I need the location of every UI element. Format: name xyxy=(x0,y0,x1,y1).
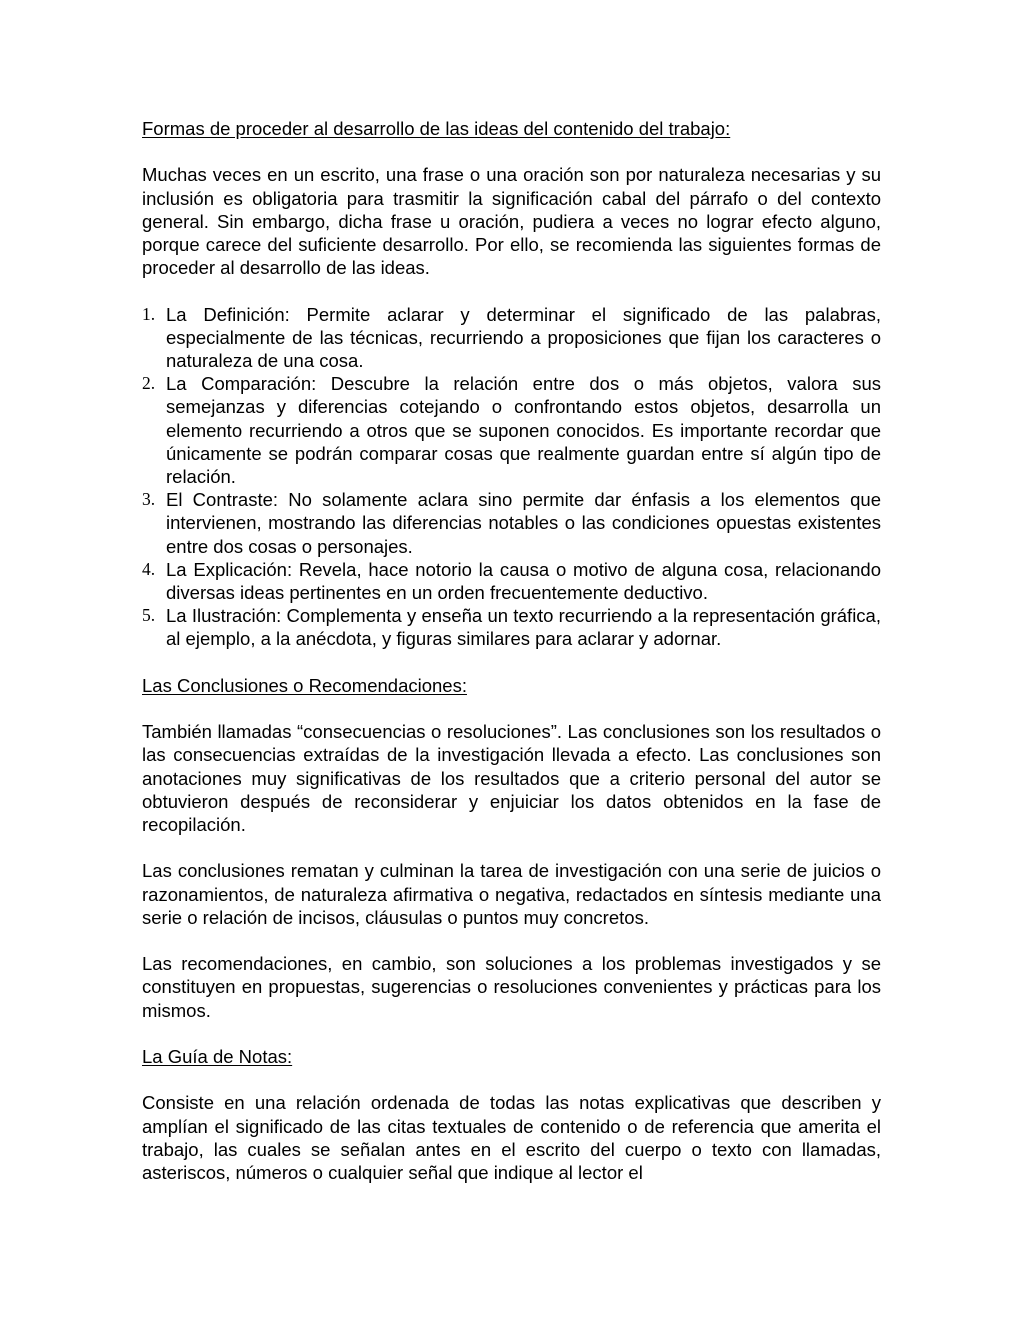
list-item-number: 4. xyxy=(142,558,156,579)
spacer xyxy=(142,836,881,859)
list-item xyxy=(142,303,881,373)
intro-paragraph: Muchas veces en un escrito, una frase o una oración son por naturaleza necesarias y su inclusión es obligatoria para trasmitir la significación cabal del párrafo o del contexto general. Sin embargo, dicha frase u oración, pudiera a veces no lograr efecto alguno, porque carece del suficiente desarrollo. Por ello, se recomienda las siguientes formas de proceder al desarrollo de las ideas. xyxy=(142,164,881,279)
spacer xyxy=(142,651,881,674)
list-item xyxy=(142,558,881,604)
spacer xyxy=(142,1022,881,1045)
section-heading-guia-notas: La Guía de Notas: xyxy=(142,1046,293,1068)
spacer xyxy=(142,140,881,163)
spacer xyxy=(142,279,881,302)
recomendaciones-paragraph: Las recomendaciones, en cambio, son soluciones a los problemas investigados y se constituyen en propuestas, sugerencias o resoluciones convenientes y prácticas para los mismos. xyxy=(142,953,881,1021)
list-item-number: 1. xyxy=(142,303,156,324)
list-item-text: La Comparación: Descubre la relación entre dos o más objetos, valora sus semejanzas y diferencias cotejando o confrontando estos objetos, desarrolla un elemento recurriendo a otros que se suponen conocidos. Es importante recordar que únicamente se podrán comparar cosas que realmente guardan entre sí algún tipo de relación. xyxy=(166,373,881,488)
list-item xyxy=(142,604,881,650)
list-item xyxy=(142,488,881,558)
list-item-number: 3. xyxy=(142,489,156,510)
forms-list xyxy=(142,303,881,651)
list-item-number: 5. xyxy=(142,605,156,626)
list-item-text: La Ilustración: Complementa y enseña un texto recurriendo a la representación gráfica, al ejemplo, a la anécdota, y figuras similares para aclarar y adornar. xyxy=(166,605,881,650)
spacer xyxy=(142,1068,881,1091)
guia-notas-paragraph: Consiste en una relación ordenada de todas las notas explicativas que describen y amplían el significado de las citas textuales de contenido o de referencia que amerita el trabajo, las cuales se señalan antes en el escrito del cuerpo o texto con llamadas, asteriscos, números o cualquier señal que indique al lector el xyxy=(142,1092,881,1184)
spacer xyxy=(142,929,881,952)
list-item-text: La Explicación: Revela, hace notorio la causa o motivo de alguna cosa, relacionando diversas ideas pertinentes en un orden frecuentemente deductivo. xyxy=(166,558,881,604)
list-item-number: 2. xyxy=(142,373,156,394)
list-item-text: La Definición: Permite aclarar y determinar el significado de las palabras, especialmente de las técnicas, recurriendo a proposiciones que fijan los caracteres o naturaleza de una cosa. xyxy=(166,303,881,371)
spacer xyxy=(142,697,881,720)
list-item xyxy=(142,372,881,488)
conclusiones-paragraph-1: También llamadas “consecuencias o resoluciones”. Las conclusiones son los resultados o las consecuencias extraídas de la investigación llevada a efecto. Las conclusiones son anotaciones muy significativas de los resultados que a criterio personal del autor se obtuvieron después de reconsiderar y enjuiciar los datos obtenidos en la fase de recopilación. xyxy=(142,721,881,836)
list-item-text: El Contraste: No solamente aclara sino permite dar énfasis a los elementos que intervienen, mostrando las diferencias notables o las condiciones opuestas existentes entre dos cosas o personajes. xyxy=(166,489,881,557)
conclusiones-paragraph-2: Las conclusiones rematan y culminan la tarea de investigación con una serie de juicios o razonamientos, de naturaleza afirmativa o negativa, redactados en síntesis mediante una serie o relación de incisos, cláusulas o puntos muy concretos. xyxy=(142,860,881,928)
section-heading-formas: Formas de proceder al desarrollo de las ideas del contenido del trabajo: xyxy=(142,118,731,139)
document-page xyxy=(142,117,881,1184)
section-heading-conclusiones: Las Conclusiones o Recomendaciones: xyxy=(142,674,467,696)
